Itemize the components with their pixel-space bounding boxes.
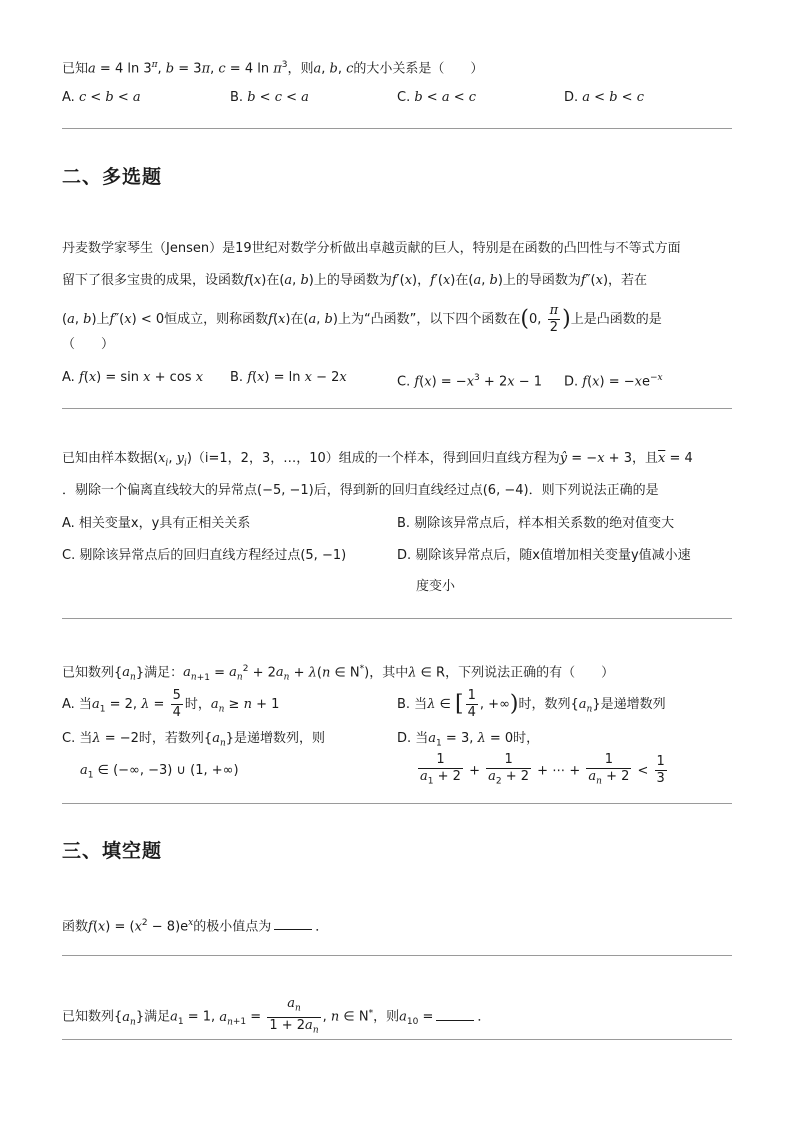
question-2-line-3: (a, b)上f″(x) < 0恒成立，则称函数f(x)在(a, b)上为“凸函数”，以下四个函数在(0, $\frac{\pi}{2}$ )上是凸函数的是 <box>62 303 662 335</box>
question-4-option-d[interactable]: D. 当$a_1 = 3$, λ = 0时， <box>397 731 540 749</box>
question-4-option-a[interactable]: A. 当$a_1 = 2$, λ = $\frac{5}{4}$ 时，$a_n \ge n + 1$ <box>62 688 280 720</box>
question-2-option-c[interactable]: C. $f(x) = -x^3 + 2x - 1$ <box>397 373 542 390</box>
question-4-option-b[interactable]: B. 当λ ∈ [ $\frac{1}{4}$ , +∞)时，数列$\{a_n\}$是递增数列 <box>397 688 666 720</box>
question-4-stem: 已知数列$\{a_n\}$满足：$a_{n+1} = a_n^2 + 2a_n + \lambda(n$ ∈ N*)，其中λ ∈ R，下列说法正确的有（ ） <box>62 664 615 683</box>
divider <box>62 128 732 129</box>
question-1-option-c[interactable]: C. b < a < c <box>397 90 477 105</box>
question-1-option-a[interactable]: A. c < b < a <box>62 90 141 105</box>
question-1-option-d[interactable]: D. a < b < c <box>564 90 644 105</box>
answer-blank[interactable] <box>274 917 312 930</box>
question-1-stem: 已知a = 4 $\ln 3^\pi$, b = 3π, c = 4 $\ln \pi^3$，则a, b, c的大小关系是（ ） <box>62 60 484 77</box>
divider <box>62 408 732 409</box>
divider <box>62 618 732 619</box>
question-2-line-1: 丹麦数学家琴生（Jensen）是19世纪对数学分析做出卓越贡献的巨人，特别是在函数的凸凹性与不等式方面 <box>62 241 681 256</box>
question-4-option-c-cont: $a_1$ ∈ (−∞, −3) ∪ (1, +∞) <box>80 763 239 781</box>
question-6-stem: 已知数列$\{a_n\}$满足$a_1 = 1$, $a_{n+1}$ = $\frac{a_n}{1 + 2a_n}$ , n ∈ N*，则$a_{10}$ = ． <box>62 996 491 1036</box>
divider <box>62 955 732 956</box>
divider <box>62 803 732 804</box>
question-2-option-b[interactable]: B. f(x) = ln x − 2x <box>230 370 347 385</box>
question-3-line-1: 已知由样本数据($x_i$, $y_i)(i=1$，2，3，…，10）组成的一个样本，得到回归直线方程为ŷ = −x + 3，且$\overline{x} = 4$ <box>62 451 693 469</box>
question-1-option-b[interactable]: B. b < c < a <box>230 90 309 105</box>
section-heading-fill: 三、填空题 <box>62 840 163 862</box>
question-3-option-a[interactable]: A. 相关变量x，y具有正相关关系 <box>62 516 251 531</box>
divider <box>62 1039 732 1040</box>
question-2-option-d[interactable]: D. $f(x) = -xe^{-x}$ <box>564 373 663 390</box>
question-4-option-d-cont: $\frac{1}{a_1 + 2}$ + $\frac{1}{a_2 + 2}$ + ⋯ + $\frac{1}{a_n + 2}$ < $\frac{1}{3}$ <box>420 752 665 787</box>
question-2-line-4: （ ） <box>62 337 115 352</box>
question-3-line-2: ．剔除一个偏离直线较大的异常点(−5, −1)后，得到新的回归直线经过点(6, −4)．则下列说法正确的是 <box>62 483 659 498</box>
question-4-option-c[interactable]: C. 当λ = −2时，若数列$\{a_n\}$是递增数列，则 <box>62 731 326 749</box>
question-3-option-d[interactable]: D. 剔除该异常点后，随x值增加相关变量y值减小速 <box>397 548 691 563</box>
question-5-stem: 函数$f(x) = (x^2 - 8)e^x$的极小值点为 ． <box>62 918 329 935</box>
section-heading-multi: 二、多选题 <box>62 166 163 188</box>
question-2-line-2: 留下了很多宝贵的成果，设函数f(x)在(a, b)上的导函数为f′(x)，f′(x)在(a, b)上的导函数为f″(x)，若在 <box>62 273 648 288</box>
answer-blank[interactable] <box>436 1008 474 1021</box>
question-3-option-b[interactable]: B. 剔除该异常点后，样本相关系数的绝对值变大 <box>397 516 675 531</box>
question-3-option-c[interactable]: C. 剔除该异常点后的回归直线方程经过点(5, −1) <box>62 548 347 563</box>
question-3-option-d-cont: 度变小 <box>416 579 456 594</box>
question-2-option-a[interactable]: A. f(x) = sin x + cos x <box>62 370 204 385</box>
